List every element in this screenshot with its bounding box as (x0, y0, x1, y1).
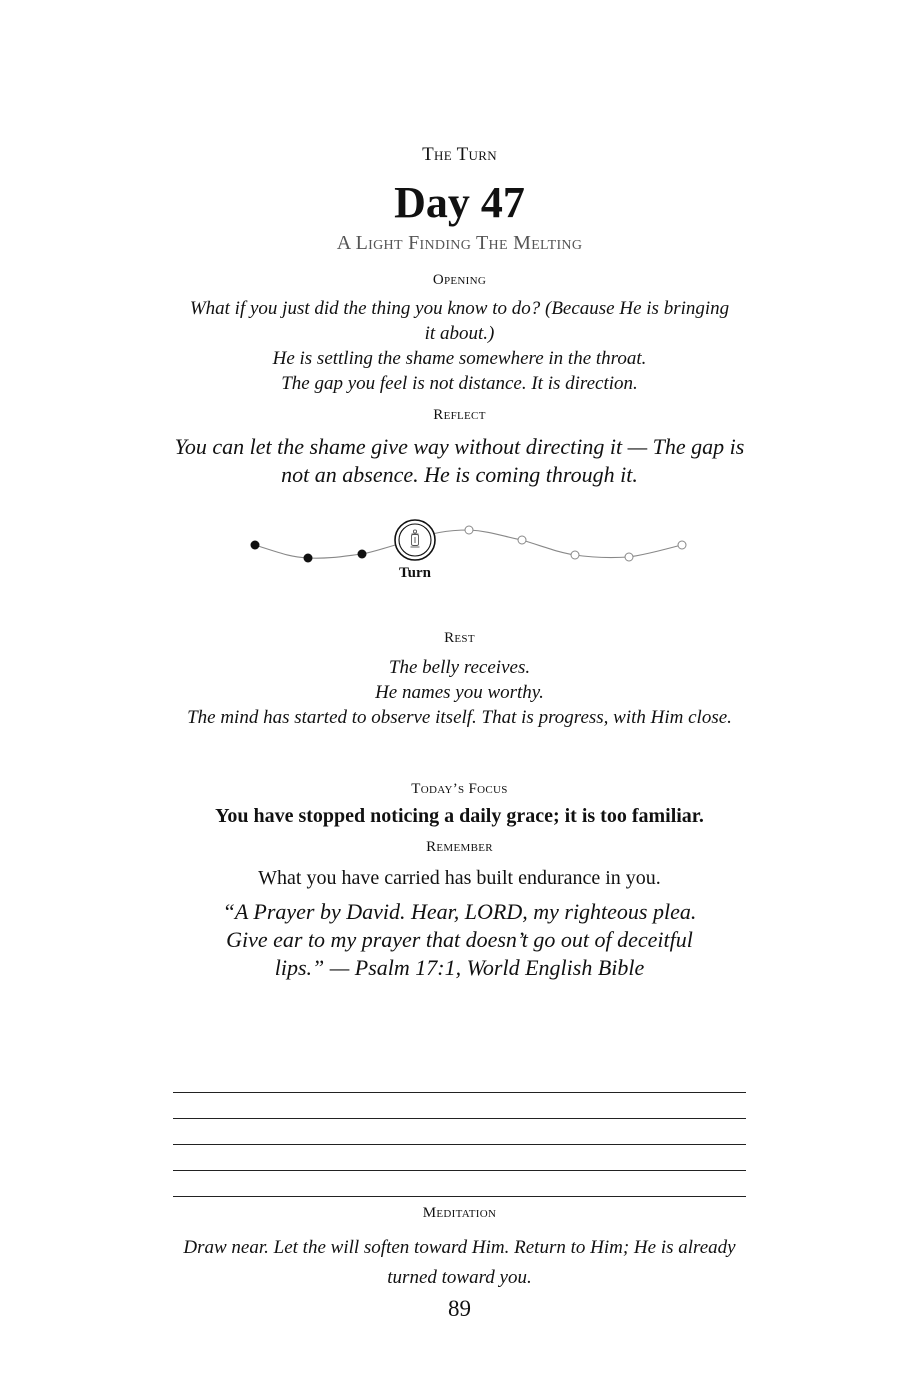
journey-stop-completed (304, 554, 313, 563)
journey-stop-completed (358, 550, 367, 559)
journal-line[interactable] (173, 1170, 746, 1171)
focus-label: Today’s Focus (411, 781, 508, 797)
opening-text (0, 296, 919, 396)
meditation-body: Draw near. Let the will soften toward Him. Return to Him; He is already turned toward you. (183, 1237, 736, 1288)
journey-stop-upcoming (625, 553, 633, 561)
journey-stop-completed (251, 541, 260, 550)
journal-line[interactable] (173, 1092, 746, 1093)
journey-current-label: Turn (399, 565, 431, 581)
journey-stop-upcoming (465, 526, 473, 534)
reflect-body: You can let the shame give way without directing it — The gap is not an absence. He is coming through it. (174, 434, 745, 487)
rest-line: He names you worthy. (375, 682, 544, 703)
opening-line: The gap you feel is not distance. It is direction. (281, 373, 638, 394)
remember-text: What you have carried has built endurance in you. (258, 867, 661, 889)
remember-label: Remember (426, 839, 493, 855)
journey-stop-upcoming (678, 541, 686, 549)
rest-line: The mind has started to observe itself. That is progress, with Him close. (187, 707, 732, 728)
opening-line: He is settling the shame somewhere in the throat. (272, 348, 647, 369)
reflect-label: Reflect (433, 407, 486, 423)
reflect-text (0, 433, 919, 489)
journey-stop-upcoming (518, 536, 526, 544)
page-number: 89 (448, 1296, 471, 1321)
focus-text: You have stopped noticing a daily grace; it is too familiar. (215, 805, 704, 827)
journey-stop-upcoming (571, 551, 579, 559)
opening-label: Opening (432, 272, 487, 288)
rest-line: The belly receives. (388, 657, 531, 678)
rest-label: Rest (444, 630, 475, 646)
meditation-text (0, 1233, 919, 1293)
journal-line[interactable] (173, 1118, 746, 1119)
journey-path (0, 505, 919, 595)
day-subtitle: A Light Finding The Melting (336, 232, 583, 254)
part-title: The Turn (422, 144, 497, 165)
scripture-verse (0, 898, 919, 982)
rest-text (0, 655, 919, 730)
meditation-label: Meditation (422, 1205, 497, 1221)
journal-line[interactable] (173, 1196, 746, 1197)
day-title: Day 47 (394, 178, 525, 227)
journal-line[interactable] (173, 1144, 746, 1145)
opening-line: What if you just did the thing you know to do? (Because He is bringing it about.) (189, 298, 730, 344)
scripture-verse-body: “A Prayer by David. Hear, LORD, my righteous plea. Give ear to my prayer that doesn’t go out of deceitful lips.” — Psalm 17:1, World English Bible (222, 899, 697, 980)
